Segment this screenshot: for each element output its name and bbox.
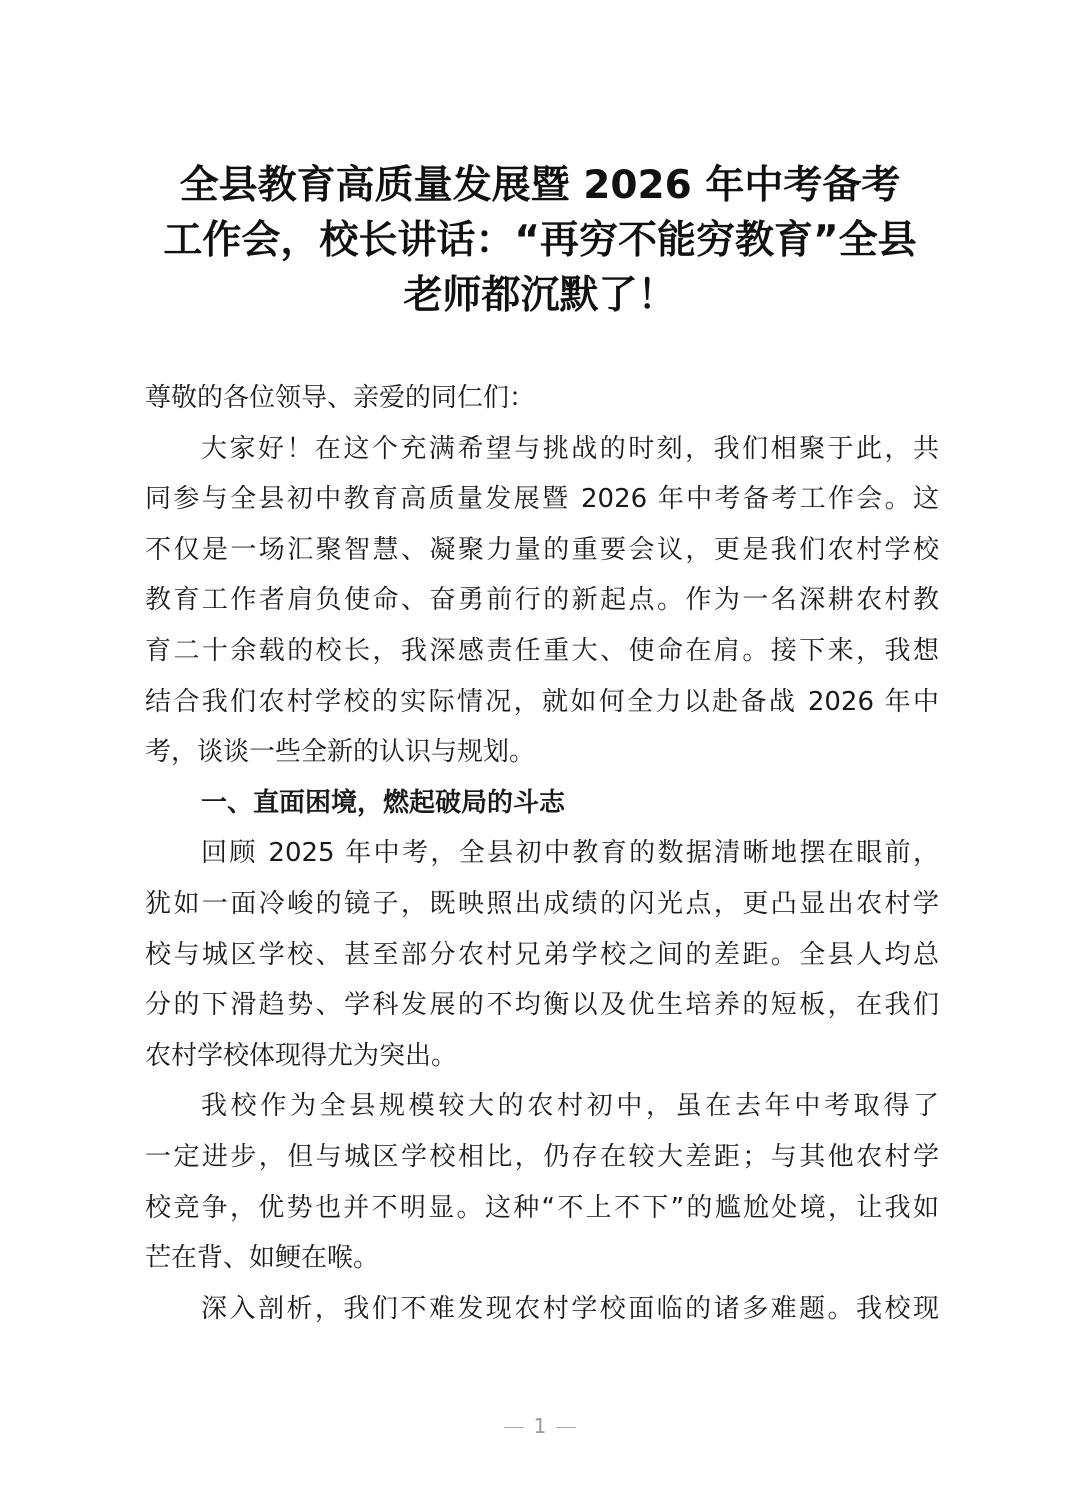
paragraph-2 — [145, 828, 939, 1081]
text-line: 分的下滑趋势、学科发展的不均衡以及优生培养的短板，在我们 — [145, 990, 939, 1021]
text-line: 回顾 2025 年中考，全县初中教育的数据清晰地摆在眼前， — [201, 838, 939, 869]
title-line: 全县教育高质量发展暨 2026 年中考备考 — [179, 163, 901, 208]
dash-decoration — [556, 1427, 576, 1428]
text-line: 一定进步，但与城区学校相比，仍存在较大差距；与其他农村学 — [145, 1141, 939, 1172]
text-line: 我校作为全县规模较大的农村初中，虽在去年中考取得了 — [201, 1091, 939, 1122]
text-line: 教育工作者肩负使命、奋勇前行的新起点。作为一名深耕农村教 — [145, 585, 939, 616]
text-line: 校竞争，优势也并不明显。这种“不上不下”的尴尬处境，让我如 — [145, 1192, 939, 1223]
document-title — [140, 158, 940, 323]
page-number: 1 — [533, 1414, 547, 1438]
text-line: 大家好！在这个充满希望与挑战的时刻，我们相聚于此，共 — [201, 433, 939, 464]
text-line: 校与城区学校、甚至部分农村兄弟学校之间的差距。全县人均总 — [145, 939, 939, 970]
text-line: 农村学校体现得尤为突出。 — [145, 1040, 458, 1071]
page-footer — [0, 1414, 1080, 1438]
section-heading: 一、直面困境，燃起破局的斗志 — [201, 787, 566, 818]
title-line: 老师都沉默了！ — [403, 273, 677, 318]
title-line: 工作会，校长讲话：“再穷不能穷教育”全县 — [163, 218, 917, 263]
paragraph-3 — [145, 1081, 939, 1283]
paragraph-4 — [145, 1284, 939, 1335]
text-line: 育二十余载的校长，我深感责任重大、使命在肩。接下来，我想 — [145, 635, 939, 666]
text-line: 结合我们农村学校的实际情况，就如何全力以赴备战 2026 年中 — [145, 686, 939, 717]
text-line: 同参与全县初中教育高质量发展暨 2026 年中考备考工作会。这 — [145, 484, 939, 515]
dash-decoration — [504, 1427, 524, 1428]
text-line: 不仅是一场汇聚智慧、凝聚力量的重要会议，更是我们农村学校 — [145, 534, 939, 565]
text-line: 考，谈谈一些全新的认识与规划。 — [145, 737, 536, 768]
text-line: 芒在背、如鲠在喉。 — [145, 1243, 380, 1274]
text-line: 犹如一面冷峻的镜子，既映照出成绩的闪光点，更凸显出农村学 — [145, 888, 939, 919]
text-line: 深入剖析，我们不难发现农村学校面临的诸多难题。我校现 — [201, 1293, 939, 1324]
paragraph-1 — [145, 424, 939, 778]
salutation: 尊敬的各位领导、亲爱的同仁们： — [145, 383, 536, 413]
document-body — [145, 373, 939, 1334]
